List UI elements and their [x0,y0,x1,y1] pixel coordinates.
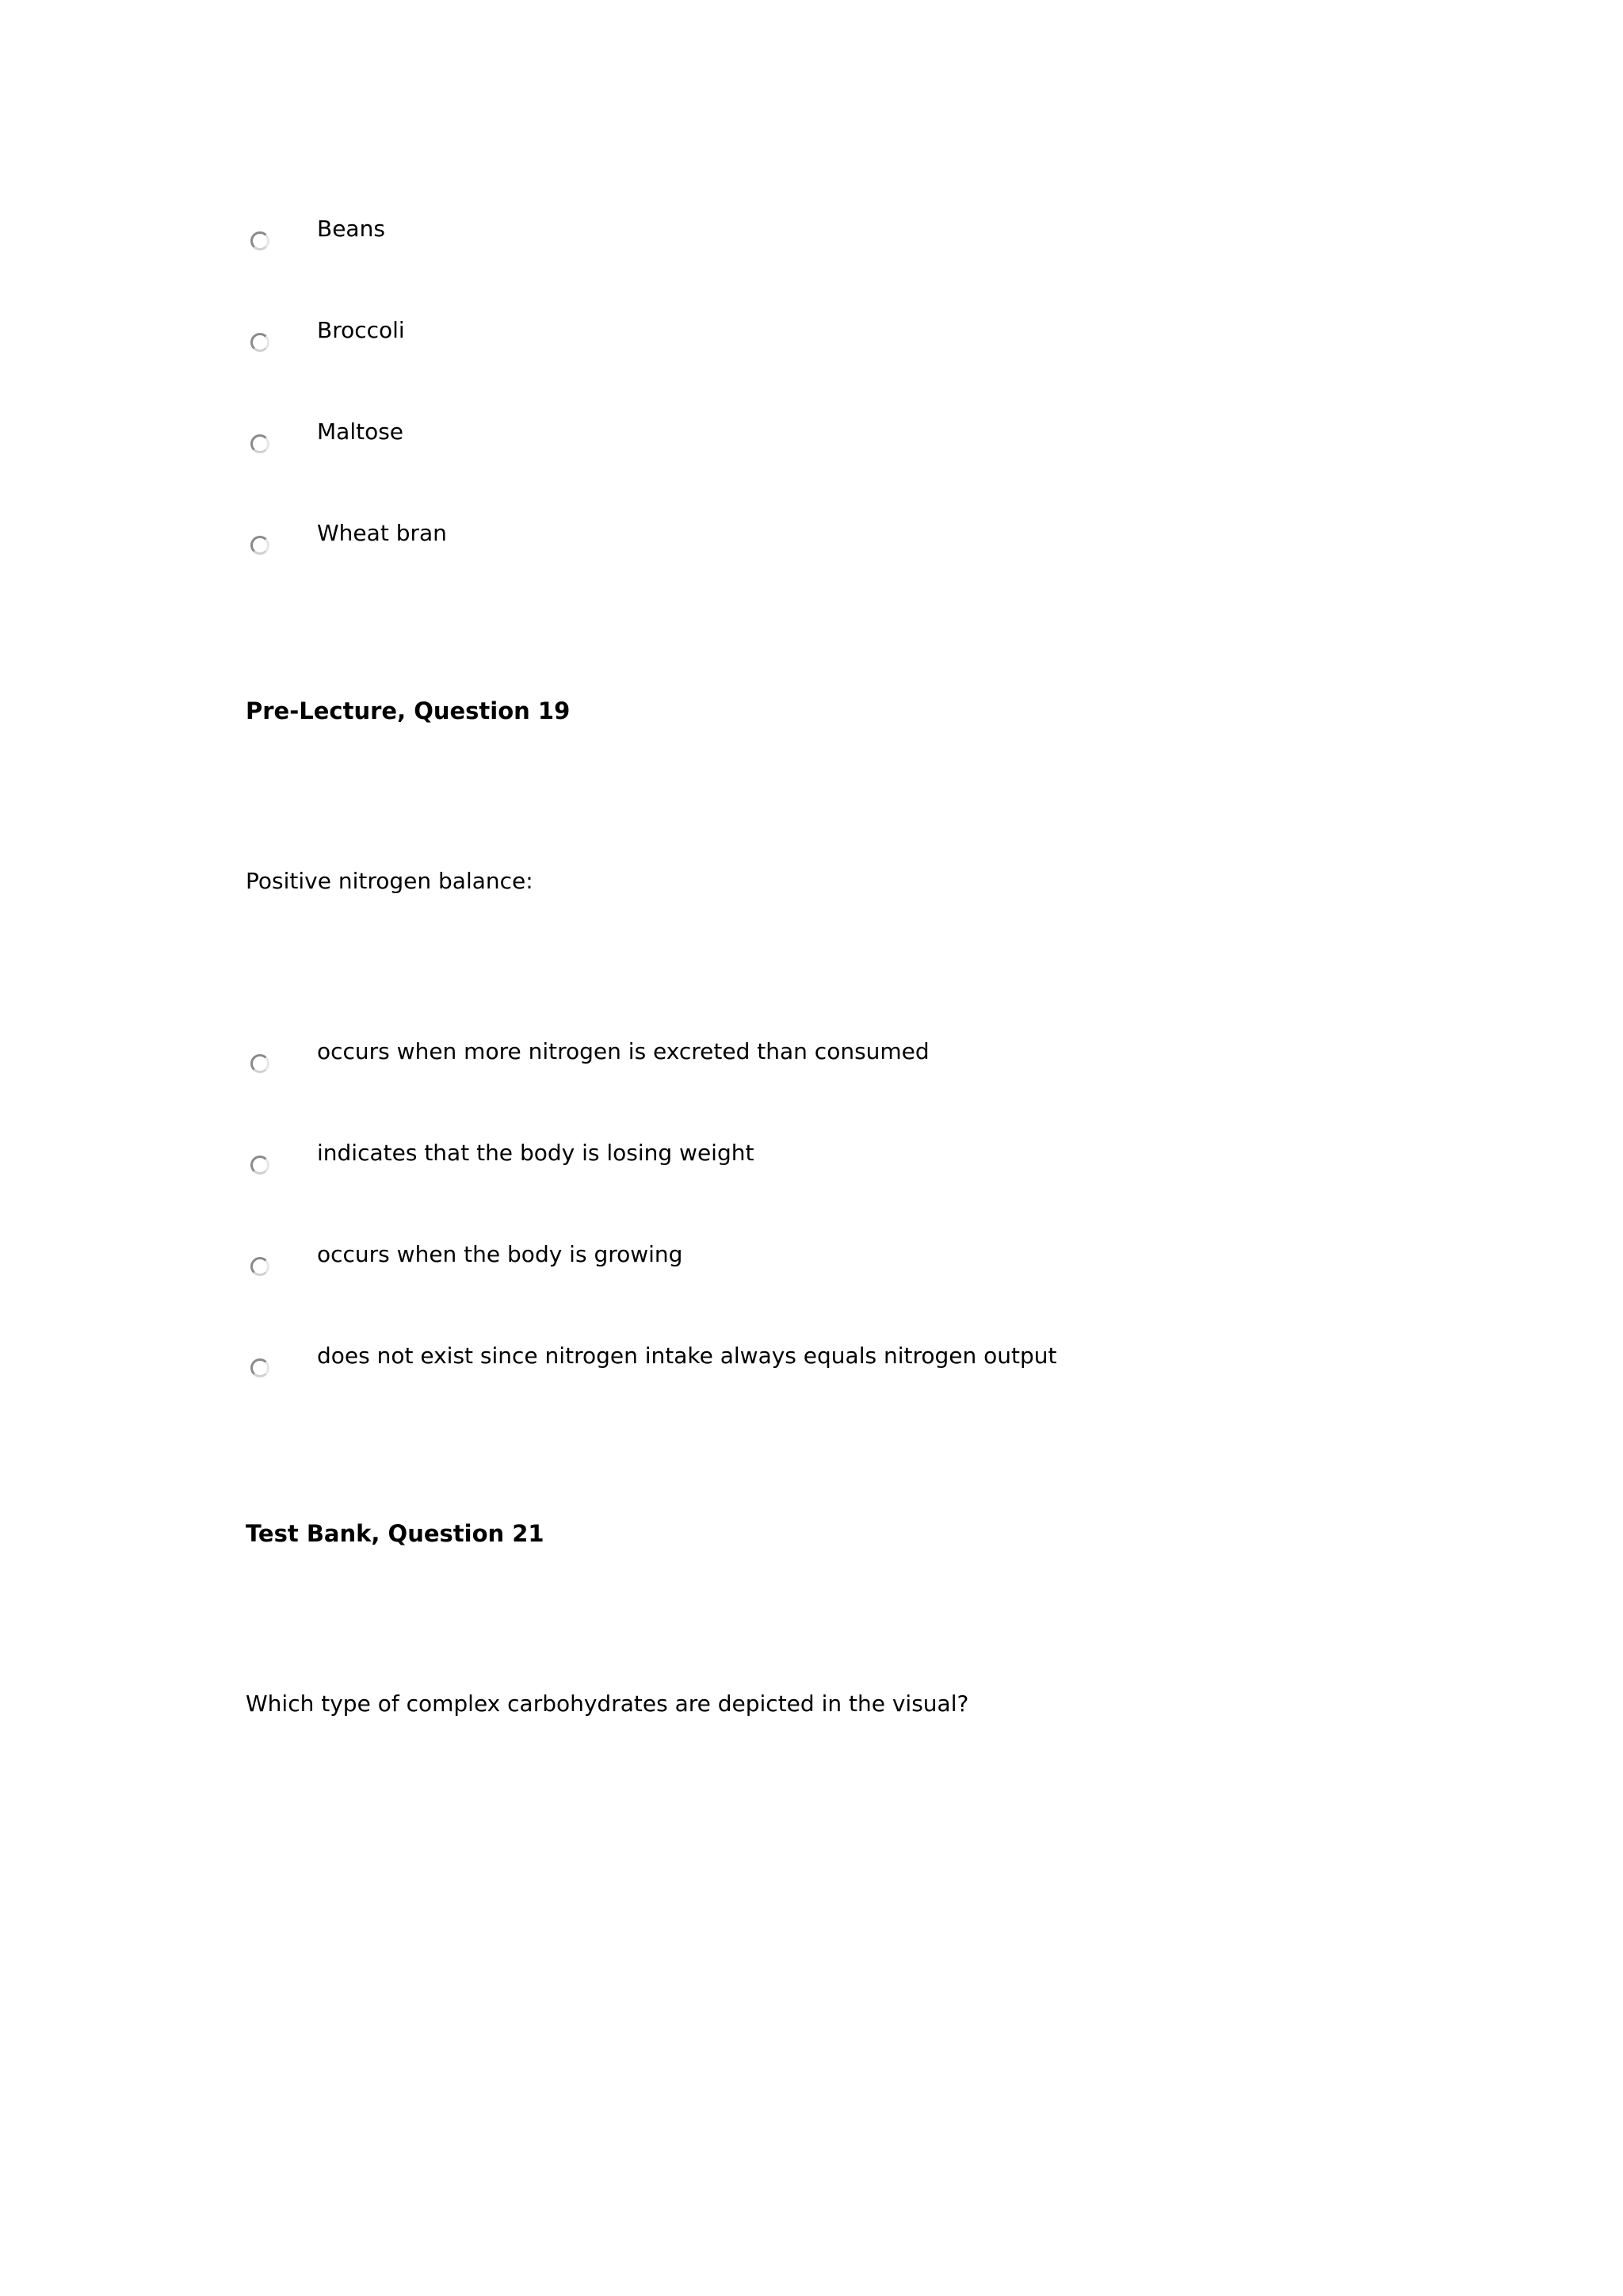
option-label: Beans [317,216,385,242]
q19-option-2[interactable] [246,1140,1434,1187]
radio-button[interactable] [250,333,269,352]
option-label: Wheat bran [317,520,447,546]
option-label: Broccoli [317,317,405,343]
option-label: occurs when more nitrogen is excreted than consumed [317,1038,930,1064]
option-label: Maltose [317,418,404,445]
q19-option-3[interactable] [246,1241,1434,1289]
radio-button[interactable] [250,434,269,453]
question-21-heading: Test Bank, Question 21 [246,1520,544,1547]
q18-option-3[interactable] [246,418,1434,466]
q18-option-4[interactable] [246,520,1434,567]
radio-button[interactable] [250,231,269,250]
question-21-prompt: Which type of complex carbohydrates are depicted in the visual? [246,1690,969,1717]
option-label: does not exist since nitrogen intake always equals nitrogen output [317,1343,1057,1369]
q19-option-4[interactable] [246,1343,1434,1390]
question-19-heading: Pre-Lecture, Question 19 [246,697,571,724]
option-label: occurs when the body is growing [317,1241,683,1267]
radio-button[interactable] [250,536,269,555]
question-19-prompt: Positive nitrogen balance: [246,868,533,894]
q19-option-1[interactable] [246,1038,1434,1086]
radio-button[interactable] [250,1054,269,1073]
option-label: indicates that the body is losing weight [317,1140,754,1166]
q18-option-1[interactable] [246,216,1434,263]
radio-button[interactable] [250,1156,269,1175]
q18-option-2[interactable] [246,317,1434,365]
radio-button[interactable] [250,1257,269,1276]
radio-button[interactable] [250,1358,269,1377]
